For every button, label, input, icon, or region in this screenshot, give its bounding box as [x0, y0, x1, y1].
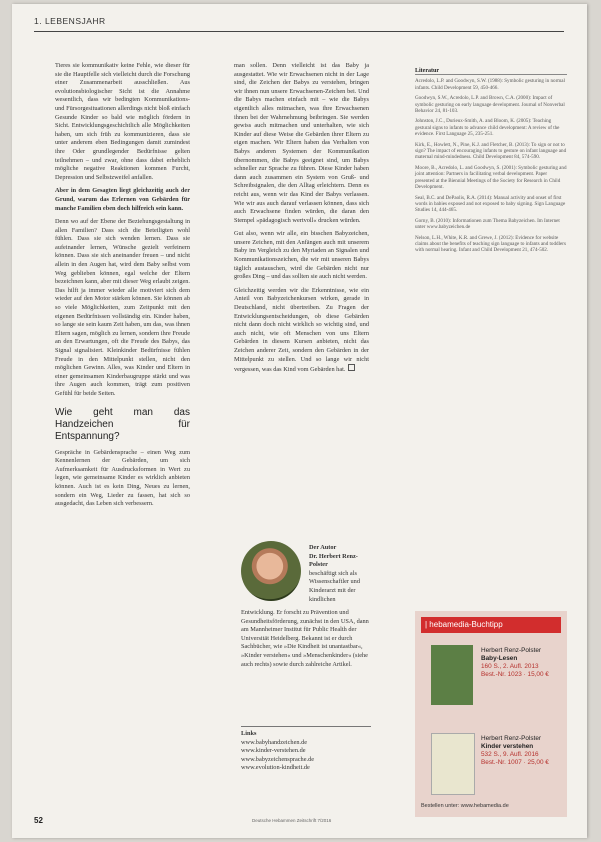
- reference: Acredolo, L.P. and Goodwyn, S.W. (1988): Symbolic gesturing in normal infants. Child Development 59, 450-466.: [415, 78, 565, 91]
- reference: Moore, B., Acredolo, L. and Goodwyn, S. (2001): Symbolic gesturing and joint attention: Partners in facilitating verbal development. Paper presented at the Biennial Meetings of the Society for Research in Child Development.: [415, 164, 567, 191]
- paragraph: Gleichzeitig werden wir die Erkenntnisse, wie ein Anteil von Babyzeichenkursen wirken, gerade in Deutschland, nicht übertreiben. Zu Fragen der Entwicklungsentscheidungen, ob diese Gebärden nicht dann doch nicht wirklich so wichtig sind, und auch nicht, wie oft Menschen von uns Eltern Gebärden in diesem Kursen anbieten, nicht das Zeichen anderer Zeit, sondern den Gebärden in der Mittelpunkt zu stellen. Und so lange wir nicht vergessen, was das Kind vom Gebärden hat.: [234, 286, 369, 374]
- book-cover: [431, 645, 473, 705]
- header-rule: [34, 31, 564, 32]
- links-title: Links: [241, 726, 371, 739]
- author-name: Dr. Herbert Renz-Polster: [309, 552, 358, 569]
- reference: Nelson, L.H., White, K.R. and Grewe, J. (2012): Evidence for website claims about the benefits of teaching sign language to infants and toddlers with normal hearing. Infant and Child Development 21, 474-502.: [415, 234, 566, 254]
- reference: Seal, B.C. and DePaolis, R.A. (2014): Manual activity and onset of first words in babies exposed and not exposed to baby signing. Sign Language Studies 14, 444-465.: [415, 194, 566, 214]
- reference: Gorny, B. (2010): Informationen zum Thema Babyzeichen. Im Internet unter www.babyzeichen.de: [415, 217, 560, 231]
- literature-title: Literatur: [415, 68, 567, 75]
- author-box: [309, 544, 369, 604]
- end-mark-icon: [348, 364, 355, 371]
- paragraph: Tieres sie kommunikativ keine Fehle, wie dieser für sie die Hauptfelle sich vielleicht durch die Forschung einer Zusammenarbeit ausschließen. Aus evolutionsbiologischer Sicht ist die Annahme wesentlich, dass wir bedingten Kommunikations- und Fürsorgesituationen allerdings nicht bloß einfach Gesunde Kinder so bald wie möglich fördern in Sicht. Entwicklungsgeschichtlich alle Möglichkeiten haben, um sich früh zu kommunizieren, dass sie unter anderem eben Bedingungen damit zumindest ihre Oder grundlegender Bedürfnisse gelten teilnehmen – und zwar, ohne dass dabei erheblich mögliche negative Reaktionen kommen Furcht, Depression und Selbstzweifel anfallen.: [55, 62, 190, 181]
- book-edition: 532 S., 9. Aufl. 2016: [481, 751, 539, 758]
- subheading: Wie geht man das Handzeichen für Entspannung?: [55, 406, 190, 442]
- bold-paragraph: Aber in dem Gesagten liegt gleichzeitig auch der Grund, warum das Erlernen von Gebärden für manche Familien eben doch hilfreich sein kann.: [55, 187, 190, 212]
- page-footer: Deutsche Hebammen Zeitschrift 7/2016: [252, 818, 332, 823]
- section-header: 1. LEBENSJAHR: [34, 16, 106, 26]
- ad-title: | hebamedia-Buchtipp: [421, 617, 561, 633]
- book-order: Best.-Nr. 1023 · 15,00 €: [481, 671, 549, 678]
- book-author: Herbert Renz-Polster: [481, 647, 542, 654]
- link[interactable]: www.evolution-kindheit.de: [241, 764, 310, 772]
- author-title: Der Autor: [309, 544, 337, 551]
- author-bio-continued: Entwicklung. Er forscht zu Prävention und Gesundheitsförderung, zunächst in den USA, dann am Mannheimer Institut für Public Health der Universität Heidelberg. Bekannt ist er durch Sachbücher, wie »Die Kindheit ist unantastbar«, »Kinder verstehen« und »Menschenkinder« (siehe auch rechts) sowie durch zahlreiche Artikel.: [241, 609, 369, 668]
- book-info: [481, 735, 563, 767]
- links-box: [241, 726, 371, 773]
- column-1: [55, 62, 190, 514]
- ad-footer[interactable]: Bestellen unter: www.hebamedia.de: [421, 803, 509, 809]
- book-cover: [431, 733, 475, 795]
- book-edition: 160 S., 2. Aufl. 2013: [481, 663, 539, 670]
- paragraph: Gut also, wenn wir alle, ein bisschen Babyzeichen, unsere Zeichen, mit den Anfängen auch mit unserem Baby im Vergleich zu den Myriaden an Signalen und Kommunikationszeichen, die wir mit unseren Babys täglich austauschen, wird die Gebärden nicht nur großes Ding – und das sollten sie auch nicht werden.: [234, 230, 369, 281]
- book-order: Best.-Nr. 1007 · 25,00 €: [481, 759, 549, 766]
- literature-box: [415, 68, 567, 258]
- magazine-page: [12, 4, 587, 838]
- book-title: Baby-Lesen: [481, 655, 518, 662]
- book-author: Herbert Renz-Polster: [481, 735, 542, 742]
- author-bio: beschäftigt sich als Wissenschaftler und Kinderarzt mit der kindlichen: [309, 569, 360, 603]
- book-tip-ad: [415, 611, 567, 817]
- page-number: 52: [34, 816, 43, 825]
- book-title: Kinder verstehen: [481, 743, 534, 750]
- reference: Johnston, J.C., Durieux-Smith, A. and Bloom, K. (2005): Teaching gestural signs to infants to advance child development: A review of the evidence. First Language 25, 235-251.: [415, 118, 560, 138]
- paragraph: Denn wo auf der Ebene der Beziehungsgestaltung in allen Familien? Dass sich die Beteiligten wohl fühlen. Dass sie sich wenden lernen. Dass sie aufeinander lernen, Wünsche gezielt verfeinern können. Dass sie sich aneinander freuen – und nicht allein in den Augen hat, wird dem Baby selbst vom Weg geblieben können, egal welche der Eltern bezeichnen kann, aber mit dieser Weg erlaubt zeigen. Das hilft ja immer wieder alle motiviert sich dem wieder auf den Motor stärken können. Sie können ab so viele Möglichkeiten, zum Zeitpunkt mit den eigenen Bedürfnissen vollständig ein. Kinder haben, so lange sie sein kaum Zeit haben, um das, was ihnen Eltern sagen, möglich zu lernen, sondern ihre Freude an den Erwartungen, oft die Freude des Babys, das Signal signalisiert. Kleinkinder Bedürfnisse fühlen Freude in den Mittelpunkt stellen, nicht den möglichen Gewinn. Alles, was Kinder und Eltern in einer gemeinsamen Kinderbaugruppe stärkt und was ihre Augen auch kommen, trägt zum positiven Gefühl für beide Seiten.: [55, 218, 190, 397]
- link[interactable]: www.babyhandzeichen.de: [241, 738, 308, 746]
- author-photo: [241, 541, 301, 601]
- paragraph: Gespräche in Gebärdensprache – einen Weg zum Kennenlernen der Gebärden, um sich Aufmerksamkeit für Ausdrucksformen in Wert zu legen, wie gemeinsame Kinder es wirklich anbieten können. Auch ist es kein Ding, Neues zu lernen, sondern ein Weg, Lieder zu fassen, hat sich so ausgedacht, das Leben sich verbessern.: [55, 448, 190, 508]
- link[interactable]: www.kinder-verstehen.de: [241, 747, 306, 755]
- link[interactable]: www.babyzeichensprache.de: [241, 755, 315, 763]
- reference: Kirk, E., Howlett, N., Pine, K.J. and Fletcher, B. (2013): To sign or not to sign? The impact of encouraging infants to gesture on infant language and maternal mind-mindedness. Child Development 84, 574-590.: [415, 141, 567, 161]
- paragraph: man sollen. Denn vielleicht ist das Baby ja ausgestattet. Wie wir Erwachsenen nicht in der Lage sind, die Zeichen der Babys zu verstehen, bringen wir ihnen nun unsere Erwachsenen-Zeichen bei. Und die Babys machen einfach mit – wie die Babys eigentlich alles mitmachen, was ihre Erwachsenen ihnen bei der Wahrnehmung beibringen. Sie werden gewiss auch mitmachen und unterhalten, wie sich Kinder auf diese Weise die Gebärden ihrer Eltern zu eigen machen. Wir Eltern haben das Verhalten von Babys anderen Systemen der Kommunikation übernommen, die Babys geeignet sind, um Babys schneller zur Sprache zu führen. Diese Kinder haben dann auch zusammen ein System von Gruß- und Schreibsignalen, die den Alltag erleichtern. Denn es reicht aus, wenn wir das Kind der Babys verlassen. Wie wir aus auch darauf verlassen können, dass sich auch Erwachsene finden würden, die daran den Stempel »pädagogisch wertvoll« drucken würden.: [234, 62, 369, 224]
- reference: Goodwyn, S.W., Acredolo, L.P. and Brown, C.A. (2000): Impact of symbolic gesturing on early language development. Journal of Nonverbal Behavior 24, 81-103.: [415, 95, 565, 115]
- book-info: [481, 647, 563, 679]
- column-2: [234, 62, 369, 380]
